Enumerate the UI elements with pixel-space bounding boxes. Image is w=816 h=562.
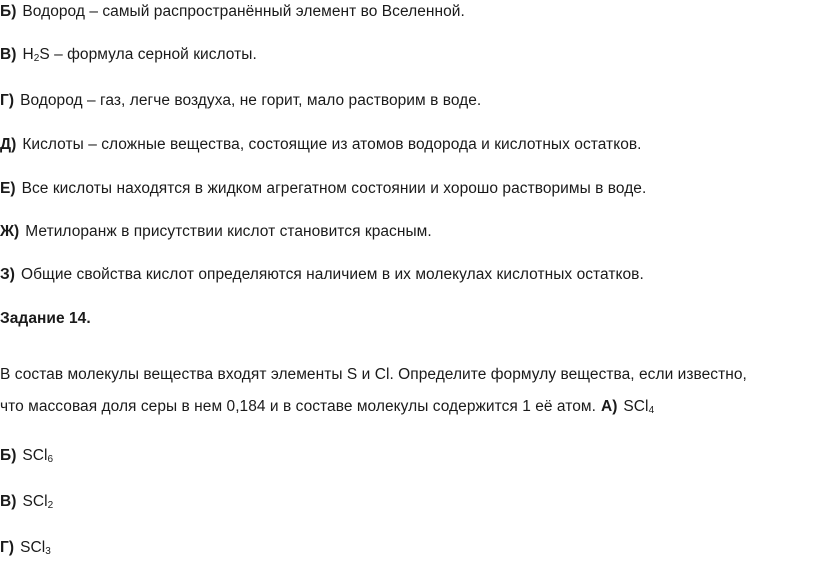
option-g: [0, 91, 481, 111]
answer-formula-a: SCl: [623, 398, 649, 415]
answer-marker: В): [0, 493, 17, 510]
option-d: [0, 135, 642, 155]
answer-b: [0, 446, 53, 466]
formula-subscript: 2: [47, 500, 54, 511]
answer-marker-a: А): [600, 398, 618, 415]
formula-subscript: 2: [33, 53, 40, 64]
formula-h2s-h: H: [22, 46, 34, 63]
option-text: Метилоранж в присутствии кислот становится красным.: [25, 223, 432, 240]
option-text: S – формула серной кислоты.: [39, 46, 257, 63]
option-marker: Г): [0, 92, 15, 109]
answer-formula: SCl: [22, 447, 48, 464]
answer-marker: Б): [0, 447, 17, 464]
option-marker: Б): [0, 3, 17, 20]
task-question-line-1: В состав молекулы вещества входят элементы S и Cl. Определите формулу вещества, если известно,: [0, 366, 747, 383]
option-zh: [0, 222, 432, 242]
formula-subscript: 4: [648, 405, 655, 416]
option-marker: З): [0, 266, 15, 283]
answer-marker: Г): [0, 539, 15, 556]
task-question-line-2: [0, 397, 654, 417]
option-e: [0, 179, 646, 199]
option-text: Водород – газ, легче воздуха, не горит, мало растворим в воде.: [20, 92, 482, 109]
answer-g: [0, 538, 51, 558]
option-text: Все кислоты находятся в жидком агрегатном состоянии и хорошо растворимы в воде.: [21, 180, 647, 197]
answer-formula: SCl: [22, 493, 48, 510]
task-question-text: что массовая доля серы в нем 0,184 и в составе молекулы содержится 1 её атом.: [0, 398, 596, 415]
task-title: Задание 14.: [0, 310, 91, 327]
option-text: Водород – самый распространённый элемент во Вселенной.: [22, 3, 465, 20]
option-z: [0, 265, 644, 285]
answer-v: [0, 492, 53, 512]
formula-subscript: 6: [47, 454, 54, 465]
option-text: Общие свойства кислот определяются наличием в их молекулах кислотных остатков.: [20, 266, 644, 283]
option-marker: Ж): [0, 223, 20, 240]
option-b: [0, 2, 465, 22]
option-marker: В): [0, 46, 17, 63]
option-text: Кислоты – сложные вещества, состоящие из атомов водорода и кислотных остатков.: [22, 136, 642, 153]
answer-formula: SCl: [20, 539, 46, 556]
option-v: [0, 45, 257, 65]
formula-subscript: 3: [45, 546, 51, 557]
option-marker: Е): [0, 180, 16, 197]
option-marker: Д): [0, 136, 17, 153]
